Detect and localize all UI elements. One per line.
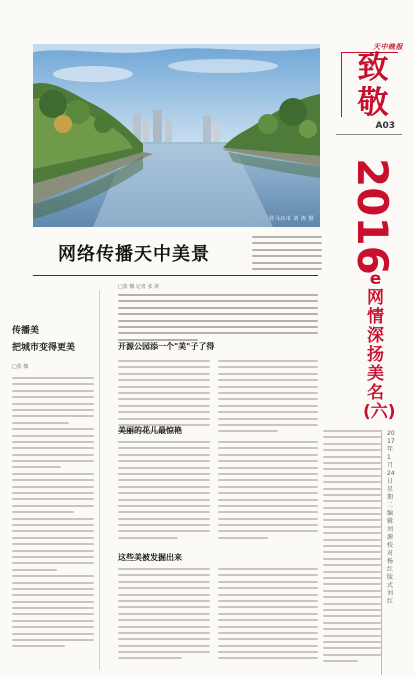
main-byline: □张 娜 记者 张 涛 (118, 284, 160, 290)
brand-logo-text: 天中晚报 (373, 42, 403, 51)
river-landscape-image (33, 44, 320, 227)
body-text (218, 568, 318, 664)
left-byline: □张 娜 (12, 364, 29, 370)
body-text (218, 360, 318, 437)
hero-photo (33, 44, 320, 227)
subhead: 这些美被发掘出来 (118, 553, 182, 562)
heading-line: 传播美 (12, 326, 40, 336)
subhead: 开源公园添一个"美"子了得 (118, 342, 215, 351)
section-title: 致敬 (357, 50, 389, 121)
subhead: 美丽的花儿最惊艳 (118, 426, 182, 435)
intro-text (252, 236, 322, 274)
divider (336, 134, 402, 135)
left-column-heading (12, 323, 75, 357)
column-divider (99, 290, 100, 670)
year-text: 2016 (348, 158, 397, 275)
lead-paragraph (118, 294, 318, 345)
page-number: A03 (375, 121, 395, 131)
series-title: e网情深扬美名(六) (363, 269, 396, 422)
year-banner (348, 158, 397, 275)
headline: 网络传播天中美景 (58, 244, 210, 265)
body-text (218, 441, 318, 543)
photo-caption: 驻马店市 刘 涛 摄 (269, 216, 314, 222)
body-text (118, 441, 210, 543)
divider (381, 430, 382, 675)
edition-credits: 2017年1月24日 星期二 编辑 刘 源 校对 杨 红 版式 刘 红 (387, 430, 395, 605)
heading-line: 把城市变得更美 (12, 343, 76, 353)
body-text-right (323, 430, 381, 666)
body-text (118, 568, 210, 664)
left-body-text (12, 377, 94, 652)
divider (33, 275, 318, 276)
